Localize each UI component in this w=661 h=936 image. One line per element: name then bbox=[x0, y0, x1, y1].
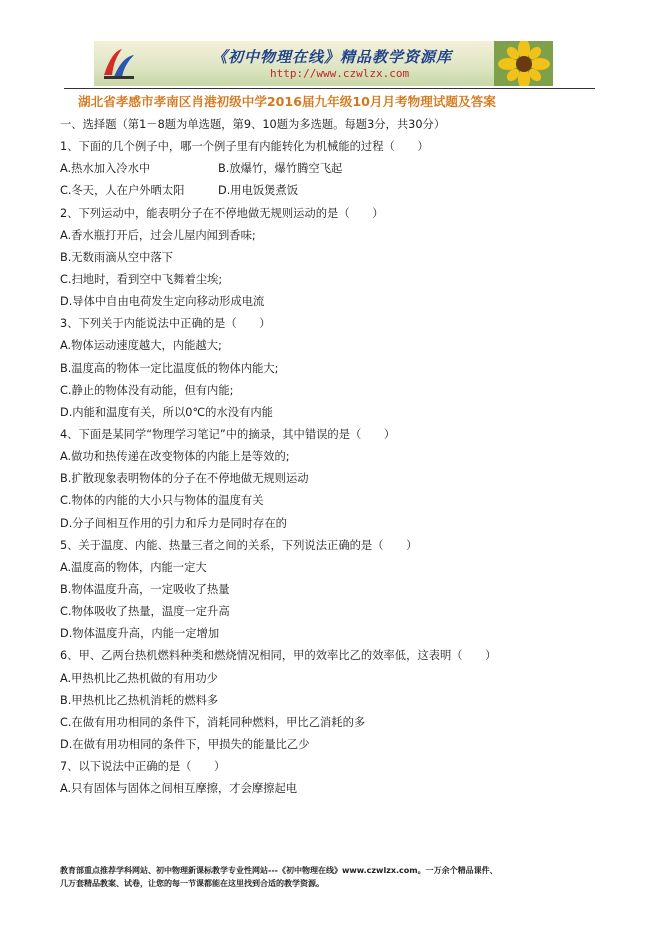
option-c: C.静止的物体没有动能，但有内能; bbox=[60, 383, 234, 397]
footer-line: 教育部重点推荐学科网站、初中物理新课标教学专业性网站---《初中物理在线》www.czwlzx.com。一万余个精品课件、 bbox=[60, 866, 498, 875]
option-a: A.做功和热传递在改变物体的内能上是等效的; bbox=[60, 450, 290, 464]
option-d: D.物体温度升高，内能一定增加 bbox=[60, 627, 220, 641]
question-stem: 6、甲、乙两台热机燃料种类和燃烧情况相同，甲的效率比乙的效率低，这表明（ ） bbox=[60, 649, 497, 663]
option-b: B.放爆竹，爆竹腾空飞起 bbox=[218, 162, 343, 176]
option-row bbox=[60, 180, 600, 202]
option-b: B.温度高的物体一定比温度低的物体内能大; bbox=[60, 361, 279, 375]
exam-content bbox=[60, 114, 600, 800]
header-banner bbox=[94, 41, 553, 86]
option-b: B.无数雨滴从空中落下 bbox=[60, 250, 174, 264]
option-a: A.甲热机比乙热机做的有用功少 bbox=[60, 671, 218, 685]
option-c: C.物体的内能的大小只与物体的温度有关 bbox=[60, 494, 264, 508]
option-a: A.热水加入冷水中 bbox=[60, 162, 151, 176]
question-stem: 7、以下说法中正确的是（ ） bbox=[60, 760, 226, 774]
question-stem: 4、下面是某同学“物理学习笔记”中的摘录，其中错误的是（ ） bbox=[60, 427, 396, 441]
question-stem: 3、下列关于内能说法中正确的是（ ） bbox=[60, 317, 271, 331]
option-d: D.内能和温度有关，所以0℃的水没有内能 bbox=[60, 405, 273, 419]
question-stem: 2、下列运动中，能表明分子在不停地做无规则运动的是（ ） bbox=[60, 206, 384, 220]
option-d: D.在做有用功相同的条件下，甲损失的能量比乙少 bbox=[60, 737, 310, 751]
option-d: D.导体中自由电荷发生定向移动形成电流 bbox=[60, 295, 265, 309]
question-stem: 1、下面的几个例子中，哪一个例子里有内能转化为机械能的过程（ ） bbox=[60, 140, 429, 154]
question-stem: 5、关于温度、内能、热量三者之间的关系，下列说法正确的是（ ） bbox=[60, 538, 418, 552]
banner-title: 《初中物理在线》精品教学资源库 bbox=[212, 48, 453, 66]
option-c: C.冬天，人在户外晒太阳 bbox=[60, 184, 185, 198]
section-heading: 一、选择题（第1－8题为单选题，第9、10题为多选题。每题3分，共30分） bbox=[60, 118, 446, 131]
option-row bbox=[60, 158, 600, 180]
option-b: B.物体温度升高，一定吸收了热量 bbox=[60, 582, 230, 596]
option-c: C.扫地时，看到空中飞舞着尘埃; bbox=[60, 272, 223, 286]
option-b: B.扩散现象表明物体的分子在不停地做无规则运动 bbox=[60, 472, 309, 486]
option-a: A.只有固体与固体之间相互摩擦，才会摩擦起电 bbox=[60, 782, 298, 796]
site-logo-icon bbox=[100, 45, 138, 83]
footer-line: 几万套精品教案、试卷，让您的每一节课都能在这里找到合适的教学资源。 bbox=[60, 879, 324, 888]
option-c: C.物体吸收了热量，温度一定升高 bbox=[60, 605, 230, 619]
option-a: A.物体运动速度越大，内能越大; bbox=[60, 339, 222, 353]
banner-url[interactable]: http://www.czwlzx.com bbox=[270, 67, 410, 80]
page-footer bbox=[60, 864, 605, 890]
option-c: C.在做有用功相同的条件下，消耗同种燃料，甲比乙消耗的多 bbox=[60, 715, 366, 729]
header-divider bbox=[64, 88, 595, 89]
document-title: 湖北省孝感市孝南区肖港初级中学2016届九年级10月月考物理试题及答案 bbox=[78, 94, 496, 109]
option-d: D.分子间相互作用的引力和斥力是同时存在的 bbox=[60, 516, 287, 530]
option-a: A.温度高的物体，内能一定大 bbox=[60, 560, 207, 574]
sunflower-icon bbox=[494, 41, 553, 86]
option-a: A.香水瓶打开后，过会儿屋内闻到香味; bbox=[60, 228, 256, 242]
option-d: D.用电饭煲煮饭 bbox=[218, 184, 299, 198]
option-b: B.甲热机比乙热机消耗的燃料多 bbox=[60, 693, 219, 707]
